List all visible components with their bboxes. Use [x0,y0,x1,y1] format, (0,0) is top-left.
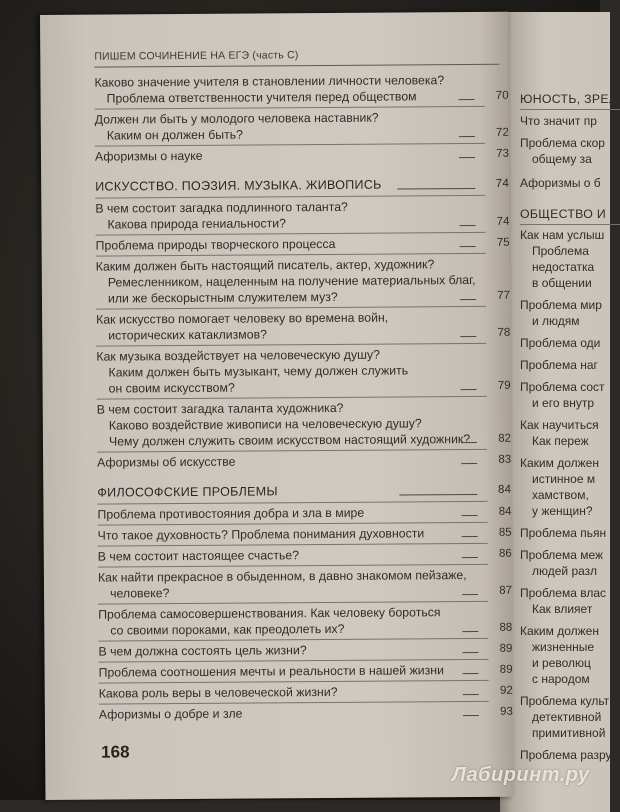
header-rule [94,64,499,68]
leader-line [397,188,475,190]
facing-toc-line: Проблема культ [520,694,610,708]
toc-entry-line: Каково значение учителя в становлении личности человека? [94,73,445,90]
facing-toc-line: у женщин? [532,504,593,518]
facing-toc-line: Как влияет [532,602,593,616]
toc-entry-line: Афоризмы об искусстве [97,454,236,470]
toc-page-number: 87 [499,584,513,597]
toc-entry-text [98,525,518,544]
facing-rule [520,224,620,225]
toc-entry [99,683,519,702]
toc-entry-line: или же бескорыстным служителем муз? [107,289,338,306]
toc-entry-text [99,662,519,681]
toc-entry-line: Проблема ответственности учителя перед обществом [106,89,417,106]
toc-entry-line: со своими пороками, как преодолеть их? [110,621,345,638]
facing-toc-line: Проблема наг [520,358,598,372]
toc-entry-line: Чему должен служить своим искусством настоящий художник? [108,432,471,449]
section-title: ИСКУССТВО. ПОЭЗИЯ. МУЗЫКА. ЖИВОПИСЬ [95,177,382,194]
toc-entry-line: человеке? [109,586,170,601]
toc-entry-line: Как музыка воздействует на человеческую душу? [96,347,380,364]
toc-page-number: 84 [497,483,512,496]
facing-toc-line: и его внутр [532,396,595,410]
leader-line [460,299,476,300]
running-head: ПИШЕМ СОЧИНЕНИЕ НА ЕГЭ (часть С) [94,49,299,63]
toc-entry-line: Как искусство помогает человеку во времена войн, [96,310,389,327]
facing-toc-line: детективной [532,710,602,724]
toc-page-number: 74 [496,215,510,228]
toc-section-heading [97,478,517,502]
facing-toc-line: общему за [532,152,592,166]
toc-entry-text [99,704,519,723]
leader-line [461,463,477,464]
leader-line [462,557,478,558]
toc-entry-line: В чем должна состоять цель жизни? [98,643,307,659]
toc-entry-text [98,604,518,639]
toc-entry [97,399,517,450]
toc-entry-text [95,146,515,165]
toc-entry-text [94,72,514,107]
toc-entry-line: Как найти прекрасное в обыденном, в давно знакомом пейзаже, [97,568,467,585]
facing-toc-line: Афоризмы о б [520,176,601,190]
toc-entry-line: В чем состоит загадка подлинного таланта? [95,199,348,216]
toc-entry-line: Проблема противостояния добра и зла в мире [97,505,365,522]
toc-entry-line: Афоризмы о добре и зле [98,706,243,722]
toc-page-number: 73 [496,147,510,160]
toc-entry-line: исторических катаклизмов? [108,327,267,343]
leader-line [460,336,476,337]
toc-entry [98,546,518,565]
toc-entry-line: Должен ли быть у молодого человека наставник? [94,110,379,127]
leader-line [463,694,479,695]
leader-line [460,246,476,247]
leader-line [462,631,478,632]
toc-entry [95,109,515,144]
toc-entry [99,662,519,681]
toc-page-number: 93 [500,705,513,718]
leader-line [462,515,478,516]
facing-toc-line: Как переж [532,434,589,448]
table-of-contents [94,72,519,723]
facing-toc-line: недостатка [532,260,595,274]
toc-page-number: 78 [497,326,511,339]
facing-toc-line: Проблема меж [520,548,604,562]
toc-entry-text [97,504,517,523]
toc-page-number: 75 [496,236,510,249]
toc-page-number: 79 [497,379,511,392]
section-title: ФИЛОСОФСКИЕ ПРОБЛЕМЫ [97,484,278,500]
watermark-text: Лабиринт.ру [452,764,590,786]
toc-entry [98,525,518,544]
toc-entry [96,256,516,307]
toc-entry-line: Проблема природы творческого процесса [95,236,336,253]
leader-line [399,494,477,496]
toc-page-number: 92 [499,684,513,697]
facing-toc-line: Проблема сост [520,380,605,394]
toc-entry-line: Какова природа гениальности? [107,216,286,232]
toc-entry-line: В чем состоит загадка таланта художника? [96,400,344,417]
facing-toc-line: Проблема разру [520,748,612,762]
toc-page-number: 77 [497,289,511,302]
toc-entry-line: Афоризмы о науке [94,148,203,164]
toc-entry-line: Ремесленником, нацеленным на получение материальных благ, [107,272,476,290]
toc-page-number: 89 [499,642,513,655]
facing-toc-line: хамством, [532,488,589,502]
facing-toc-line: Проблема пьян [520,526,607,540]
facing-section-heading: ОБЩЕСТВО И [520,207,606,221]
toc-page-number: 86 [498,547,512,560]
facing-toc-line: и революц [532,656,591,670]
toc-page-number: 74 [495,177,510,190]
toc-entry [96,235,516,254]
toc-entry-line: Что такое духовность? Проблема понимания духовности [97,526,425,543]
facing-toc-line: жизненные [532,640,595,654]
toc-entry-line: Каким он должен быть? [106,127,244,143]
leader-line [461,389,477,390]
facing-toc-line: людей разл [532,564,598,578]
leader-line [462,536,478,537]
page-number: 168 [101,742,130,762]
toc-entry [94,72,514,107]
toc-entry-text [99,683,519,702]
leader-line [459,225,475,226]
book-page [40,12,513,800]
toc-entry-line: Какова роль веры в человеческой жизни? [98,684,338,701]
toc-entry-text [97,452,517,471]
toc-entry [98,567,518,602]
toc-entry-text [95,198,515,233]
toc-entry [95,198,515,233]
toc-entry-text [95,109,515,144]
toc-page-number: 83 [498,453,512,466]
toc-page-number: 84 [498,505,512,518]
toc-entry-text [98,641,518,660]
toc-entry [99,704,519,723]
toc-entry-text [96,256,516,307]
facing-toc-line: Проблема мир [520,298,602,312]
toc-entry [97,504,517,523]
toc-page-number: 72 [495,126,509,139]
toc-entry [97,452,517,471]
toc-entry-line: В чем состоит настоящее счастье? [97,548,300,564]
toc-page-number: 70 [495,89,509,102]
leader-line [459,136,475,137]
leader-line [462,652,478,653]
toc-entry-line: Проблема соотношения мечты и реальности в нашей жизни [98,663,444,680]
toc-entry-text [98,567,518,602]
toc-entry-text [97,399,517,450]
facing-toc-line: Каким должен [520,456,599,470]
toc-entry [96,346,516,397]
facing-toc-line: Каким должен [520,624,599,638]
leader-line [462,594,478,595]
toc-page-number: 82 [498,432,512,445]
toc-entry [98,641,518,660]
facing-toc-line: Как нам услыш [520,228,605,242]
facing-rule [520,109,620,110]
toc-entry-text [96,309,516,344]
toc-entry [98,604,518,639]
facing-toc-line: с народом [532,672,590,686]
toc-page-number: 85 [498,526,512,539]
facing-toc-line: Проблема влас [520,586,607,600]
toc-entry [96,309,516,344]
toc-entry-text [96,235,516,254]
facing-section-heading: ЮНОСТЬ, ЗРЕЛ [520,92,618,106]
toc-entry [95,146,515,165]
leader-line [463,715,479,716]
leader-line [461,442,477,443]
facing-toc-line: в общении [532,276,592,290]
facing-toc-line: примитивной [532,726,606,740]
facing-toc-line: Проблема [532,244,589,258]
facing-toc-line: Проблема оди [520,336,601,350]
toc-entry-line: Каким должен быть музыкант, чему должен служить [108,363,409,380]
leader-line [459,99,475,100]
toc-entry-line: Каким должен быть настоящий писатель, актер, художник? [95,257,435,274]
toc-entry-line: он своим искусством? [108,380,235,396]
toc-section-heading [95,172,515,196]
toc-entry-text [96,346,516,397]
leader-line [459,157,475,158]
toc-page-number: 88 [499,621,513,634]
facing-toc-line: Проблема скор [520,136,605,150]
toc-entry-line: Каково воздействие живописи на человеческую душу? [108,416,422,433]
facing-toc-line: Как научиться [520,418,599,432]
facing-toc-line: и людям [532,314,580,328]
toc-entry-line: Проблема самосовершенствования. Как человеку бороться [98,605,441,622]
toc-page-number: 89 [499,663,513,676]
leader-line [463,673,479,674]
facing-toc-line: истинное м [532,472,596,486]
facing-toc-line: Что значит пр [520,114,597,128]
toc-entry-text [98,546,518,565]
